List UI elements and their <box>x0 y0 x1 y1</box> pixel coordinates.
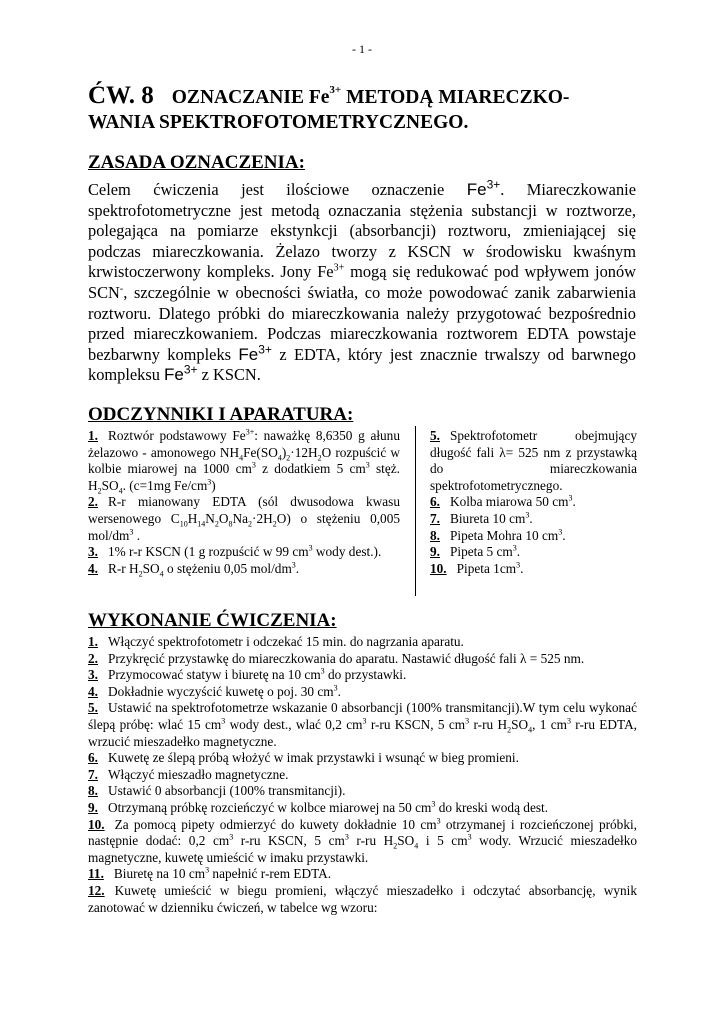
reagent-item-3: 3. 1% r-r KSCN (1 g rozpuścić w 99 $cm^3$ wody dest.). <box>88 543 382 560</box>
apparatus-item-7: 7. Biureta 10 $cm^3$. <box>430 510 533 526</box>
zasada-sup-1: 3+ <box>333 262 345 274</box>
fe-ion-3: $Fe^{3+}$ <box>164 362 198 385</box>
step-4: 4. Dokładnie wyczyścić kuwetę o poj. 30 $cm^3$. <box>88 683 341 699</box>
step-9: 9. Otrzymaną próbkę rozcieńczyć w kolbce miarowej na 50 $cm^3$ do kreski wodą dest. <box>88 799 549 815</box>
procedure-steps <box>88 634 637 916</box>
zasada-text-2: . Miareczkowanie spektrofotometryczne jest metodą oznaczania stężenia substancji w roztworze, polegająca na pomiarze ekstynkcji (absorbancji) roztworu, zmieniającej się podczas miareczkowania. Żelazo tworzy z KSCN w środowisku kwaśnym krwistoczerwony kompleks. Jony Fe <box>88 180 636 282</box>
section-heading-odczynniki: ODCZYNNIKI I APARATURA: <box>88 404 354 425</box>
title-part-c: WANIA SPEKTROFOTOMETRYCZNEGO. <box>88 112 469 133</box>
step-8: 8. Ustawić 0 absorbancji (100% transmitancji). <box>88 783 346 799</box>
apparatus-item-10: 10. Pipeta $1cm^3$. <box>430 560 524 576</box>
step-6: 6. Kuwetę ze ślepą próbą włożyć w imak przystawki i wsunąć w bieg promieni. <box>88 750 519 766</box>
reagents-list <box>88 428 400 577</box>
section-heading-wykonanie: WYKONANIE ĆWICZENIA: <box>88 610 337 631</box>
zasada-text-3: mogą się redukować pod wpływem jonów SCN <box>88 262 636 302</box>
title-part-a: OZNACZANIE Fe <box>171 87 330 108</box>
apparatus-item-9: 9. Pipeta 5 $cm^3$. <box>430 543 521 560</box>
zasada-text-6: z KSCN. <box>197 365 261 385</box>
fe-ion-2: $Fe^{3+}$ <box>238 342 272 364</box>
apparatus-item-5: 5. Spektrofotometr obejmujący długość fali λ= 525 nm z przystawką do miareczkowania spektrofotometrycznego. <box>430 428 637 493</box>
page-number: - 1 - <box>352 42 372 56</box>
section-heading-zasada: ZASADA OZNACZENIA: <box>88 152 305 173</box>
column-divider <box>415 426 416 596</box>
step-1: 1. Włączyć spektrofotometr i odczekać 15 min. do nagrzania aparatu. <box>88 634 464 649</box>
step-5: 5. Ustawić na spektrofotometrze wskazanie 0 absorbancji (100% transmitancji).W tym celu wykonać ślepą próbę: wlać 15 $cm^3$ wody dest., wlać 0,2 $cm^3$ r-ru KSCN, 5 $cm^3$ r-ru $H_2SO_4$, 1 $cm^3$ r-ru EDTA, wrzucić mieszadełko magnetyczne. <box>88 700 638 749</box>
page-title <box>88 83 648 135</box>
step-3: 3. Przymocować statyw i biuretę na 10 $cm^3$ do przystawki. <box>88 666 407 683</box>
zasada-sup-2: - <box>119 283 124 295</box>
zasada-text-1: Celem ćwiczenia jest ilościowe oznaczenie <box>88 180 467 199</box>
exercise-number: ĆW. 8 <box>88 82 154 109</box>
step-10: 10. Za pomocą pipety odmierzyć do kuwety dokładnie 10 $cm^3$ otrzymanej i rozcieńczonej próbki, następnie dodać: 0,2 $cm^3$ r-ru KSCN, 5 $cm^3$ r-ru $H_2SO_4$ i 5 $cm^3$ wody. Wrzucić mieszadełko magnetyczne, kuwetę umieścić w imaku przystawki. <box>88 816 637 865</box>
fe-ion-1: $Fe^{3+}$ <box>466 177 501 199</box>
reagent-item-2: 2. R-r mianowany EDTA (sól dwusodowa kwasu wersenowego $C_{10}H_{14}N_2O_8Na_2\cdot 2H_2O$) o stężeniu 0,005 mol/$dm^3$ . <box>88 494 400 543</box>
title-sup: 3+ <box>329 83 342 96</box>
zasada-paragraph <box>88 177 636 386</box>
reagent-item-1: 1. Roztwór podstawowy $Fe^{3+}$: naważkę 8,6350 g ałunu żelazowo - amonowego $NH_4Fe(SO_4)_2\cdot 12H_2O$ rozpuścić w kolbie miarowej na 1000 $cm^3$ z dodatkiem 5 $cm^3$ stęż. $H_2SO_4$. (c=1mg $Fe/cm^3$) <box>88 427 400 496</box>
step-2: 2. Przykręcić przystawkę do miareczkowania do aparatu. Nastawić długość fali λ = 525 nm. <box>88 650 585 666</box>
title-part-b: METODĄ MIARECZKO- <box>341 87 570 108</box>
apparatus-item-8: 8. Pipeta Mohra 10 $cm^3$. <box>430 527 566 543</box>
step-12: 12. Kuwetę umieścić w biegu promieni, włączyć mieszadełko i odczytać absorbancję, wynik zanotować w dzienniku ćwiczeń, w tabelce wg wzoru: <box>88 882 637 915</box>
step-11: 11. Biuretę na 10 $cm^3$ napełnić r-rem EDTA. <box>88 865 332 882</box>
step-7: 7. Włączyć mieszadło magnetyczne. <box>88 766 289 782</box>
zasada-text-5: z EDTA, który jest znacznie trwalszy od barwnego kompleksu <box>88 344 636 385</box>
apparatus-item-6: 6. Kolba miarowa 50 $cm^3$. <box>430 493 576 510</box>
zasada-text-4: , szczególnie w obecności światła, co może powodować zanik zabarwienia roztworu. Dlatego próbki do miareczkowania należy przygotować bezpośrednio przed miareczkowaniem. Podczas miareczkowania roztworem EDTA powstaje bezbarwny kompleks <box>88 282 636 364</box>
apparatus-list <box>430 428 637 577</box>
reagent-item-4: 4. R-r $H_2SO_4$ o stężeniu 0,05 mol/$dm^3$. <box>88 560 300 579</box>
